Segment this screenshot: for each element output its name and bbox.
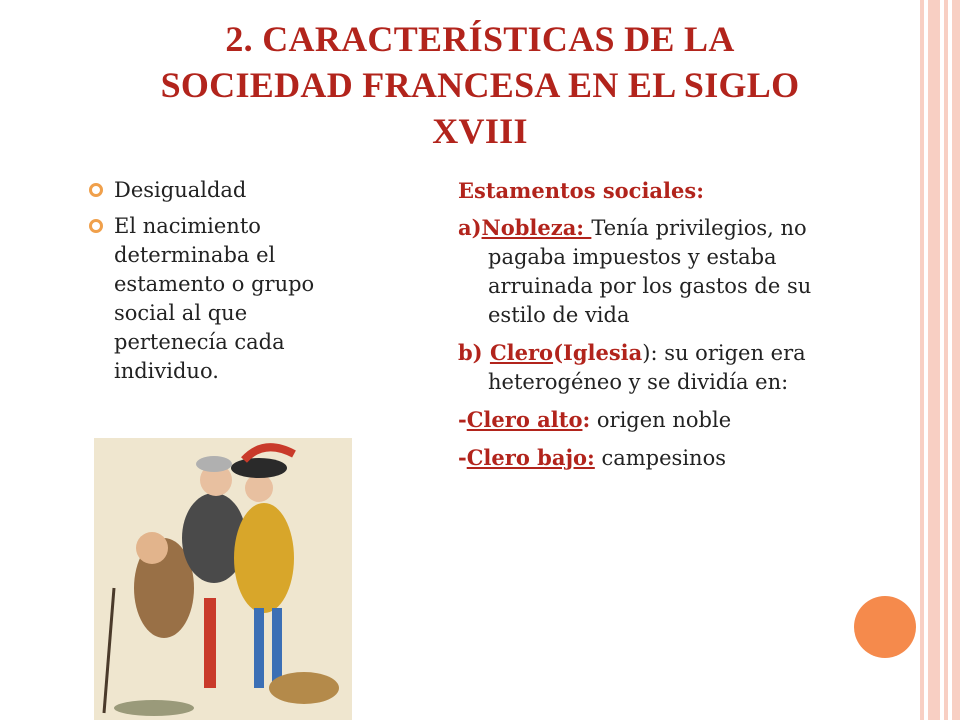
estates-caricature-image [94,438,352,720]
bullet-circle-icon [88,218,104,234]
clero-bajo-term: Clero bajo: [466,445,595,470]
clero-term: Clero [489,340,554,365]
iglesia-term: (Iglesia [553,340,643,365]
clero-text: ): su origen era heterogéneo y se dividía en: [488,341,806,394]
slide-title [60,16,900,154]
clero-alto-term: Clero alto [466,407,583,432]
clero-prefix: b) [458,340,490,365]
decorative-orange-circle [854,596,916,658]
nobleza-term: Nobleza: [481,215,592,240]
left-column [88,176,358,393]
bullet-item [88,176,358,205]
bullet-item [88,212,358,386]
bullet-text: El nacimiento determinaba el estamento o grupo social al que pertenecía cada individuo. [114,214,315,383]
clero-alto-prefix: - [458,407,467,432]
clero-paragraph [458,338,858,397]
nobleza-paragraph [458,213,858,330]
decorative-stripes [920,0,960,720]
title-line-3: XVIII [432,111,528,151]
clero-bajo-text: campesinos [594,446,726,470]
bullet-text: Desigualdad [114,178,247,202]
bullet-circle-icon [88,182,104,198]
clero-bajo-prefix: - [458,445,467,470]
title-line-2: SOCIEDAD FRANCESA EN EL SIGLO [160,65,800,105]
nobleza-text: Tenía privilegios, no pagaba impuestos y estaba arruinada por los gastos de su estilo de vida [488,216,812,327]
right-column [458,176,858,481]
clero-bajo-line [458,443,858,473]
clero-alto-text: origen noble [590,408,732,432]
clero-alto-line [458,405,858,435]
clero-alto-colon: : [582,407,591,432]
title-line-1: 2. CARACTERÍSTICAS DE LA [225,19,735,59]
nobleza-prefix: a) [458,215,482,240]
estamentos-heading: Estamentos sociales: [458,178,704,203]
